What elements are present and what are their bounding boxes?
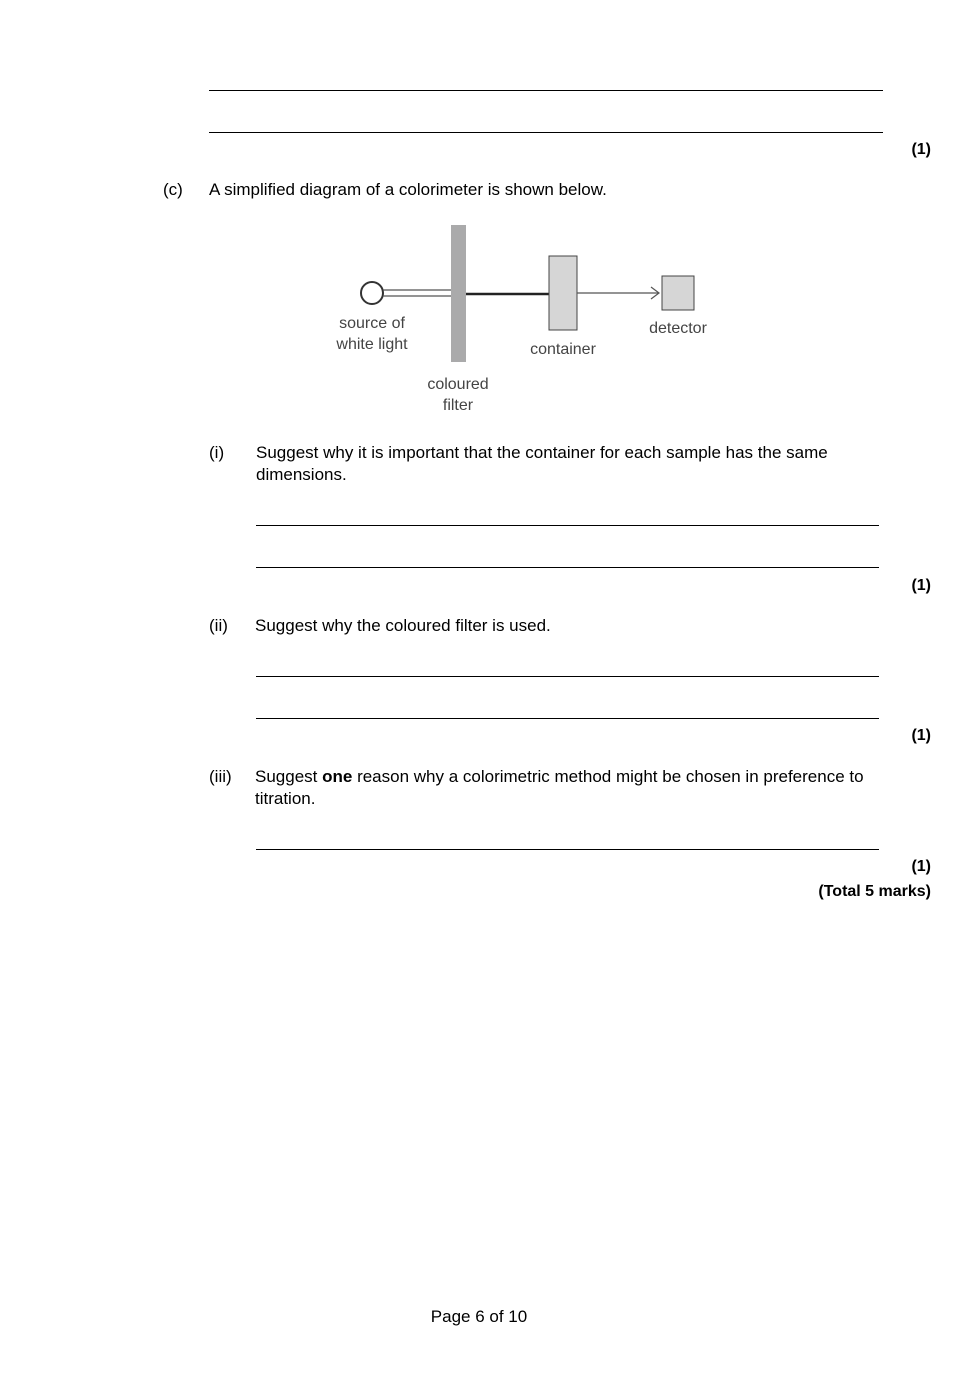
detector-label: detector <box>649 320 707 337</box>
emphasis-one: one <box>322 767 353 786</box>
part-intro: A simplified diagram of a colorimeter is shown below. <box>209 180 607 199</box>
question-text: Suggest why the coloured filter is used. <box>255 616 551 635</box>
mark-allocation: (1) <box>911 577 931 594</box>
answer-line <box>256 567 879 568</box>
source-label: source of <box>339 315 405 332</box>
mark-allocation: (1) <box>911 858 931 875</box>
page-number: Page 6 of 10 <box>430 1307 528 1326</box>
container-label: container <box>530 341 596 358</box>
question-text: Suggest why it is important that the container for each sample has the same dimensions. <box>256 443 828 484</box>
light-source-icon <box>361 282 383 304</box>
answer-line <box>256 676 879 677</box>
mark-allocation: (1) <box>911 727 931 744</box>
coloured-filter <box>451 225 466 362</box>
answer-line <box>209 132 883 133</box>
source-label: white light <box>336 336 408 353</box>
answer-line <box>256 718 879 719</box>
question-number: (iii) <box>209 767 232 786</box>
total-marks: (Total 5 marks) <box>818 883 931 900</box>
question-number: (i) <box>209 443 225 462</box>
filter-label: filter <box>442 397 474 414</box>
filter-label: coloured <box>427 376 489 393</box>
answer-line <box>209 90 883 91</box>
question-number: (ii) <box>209 616 228 635</box>
detector <box>662 276 694 310</box>
container <box>549 256 577 330</box>
question-text: Suggest one reason why a colorimetric method might be chosen in preference to titration. <box>255 767 864 808</box>
answer-line <box>256 849 879 850</box>
mark-allocation: (1) <box>911 141 931 158</box>
part-label: (c) <box>163 180 183 199</box>
answer-line <box>256 525 879 526</box>
